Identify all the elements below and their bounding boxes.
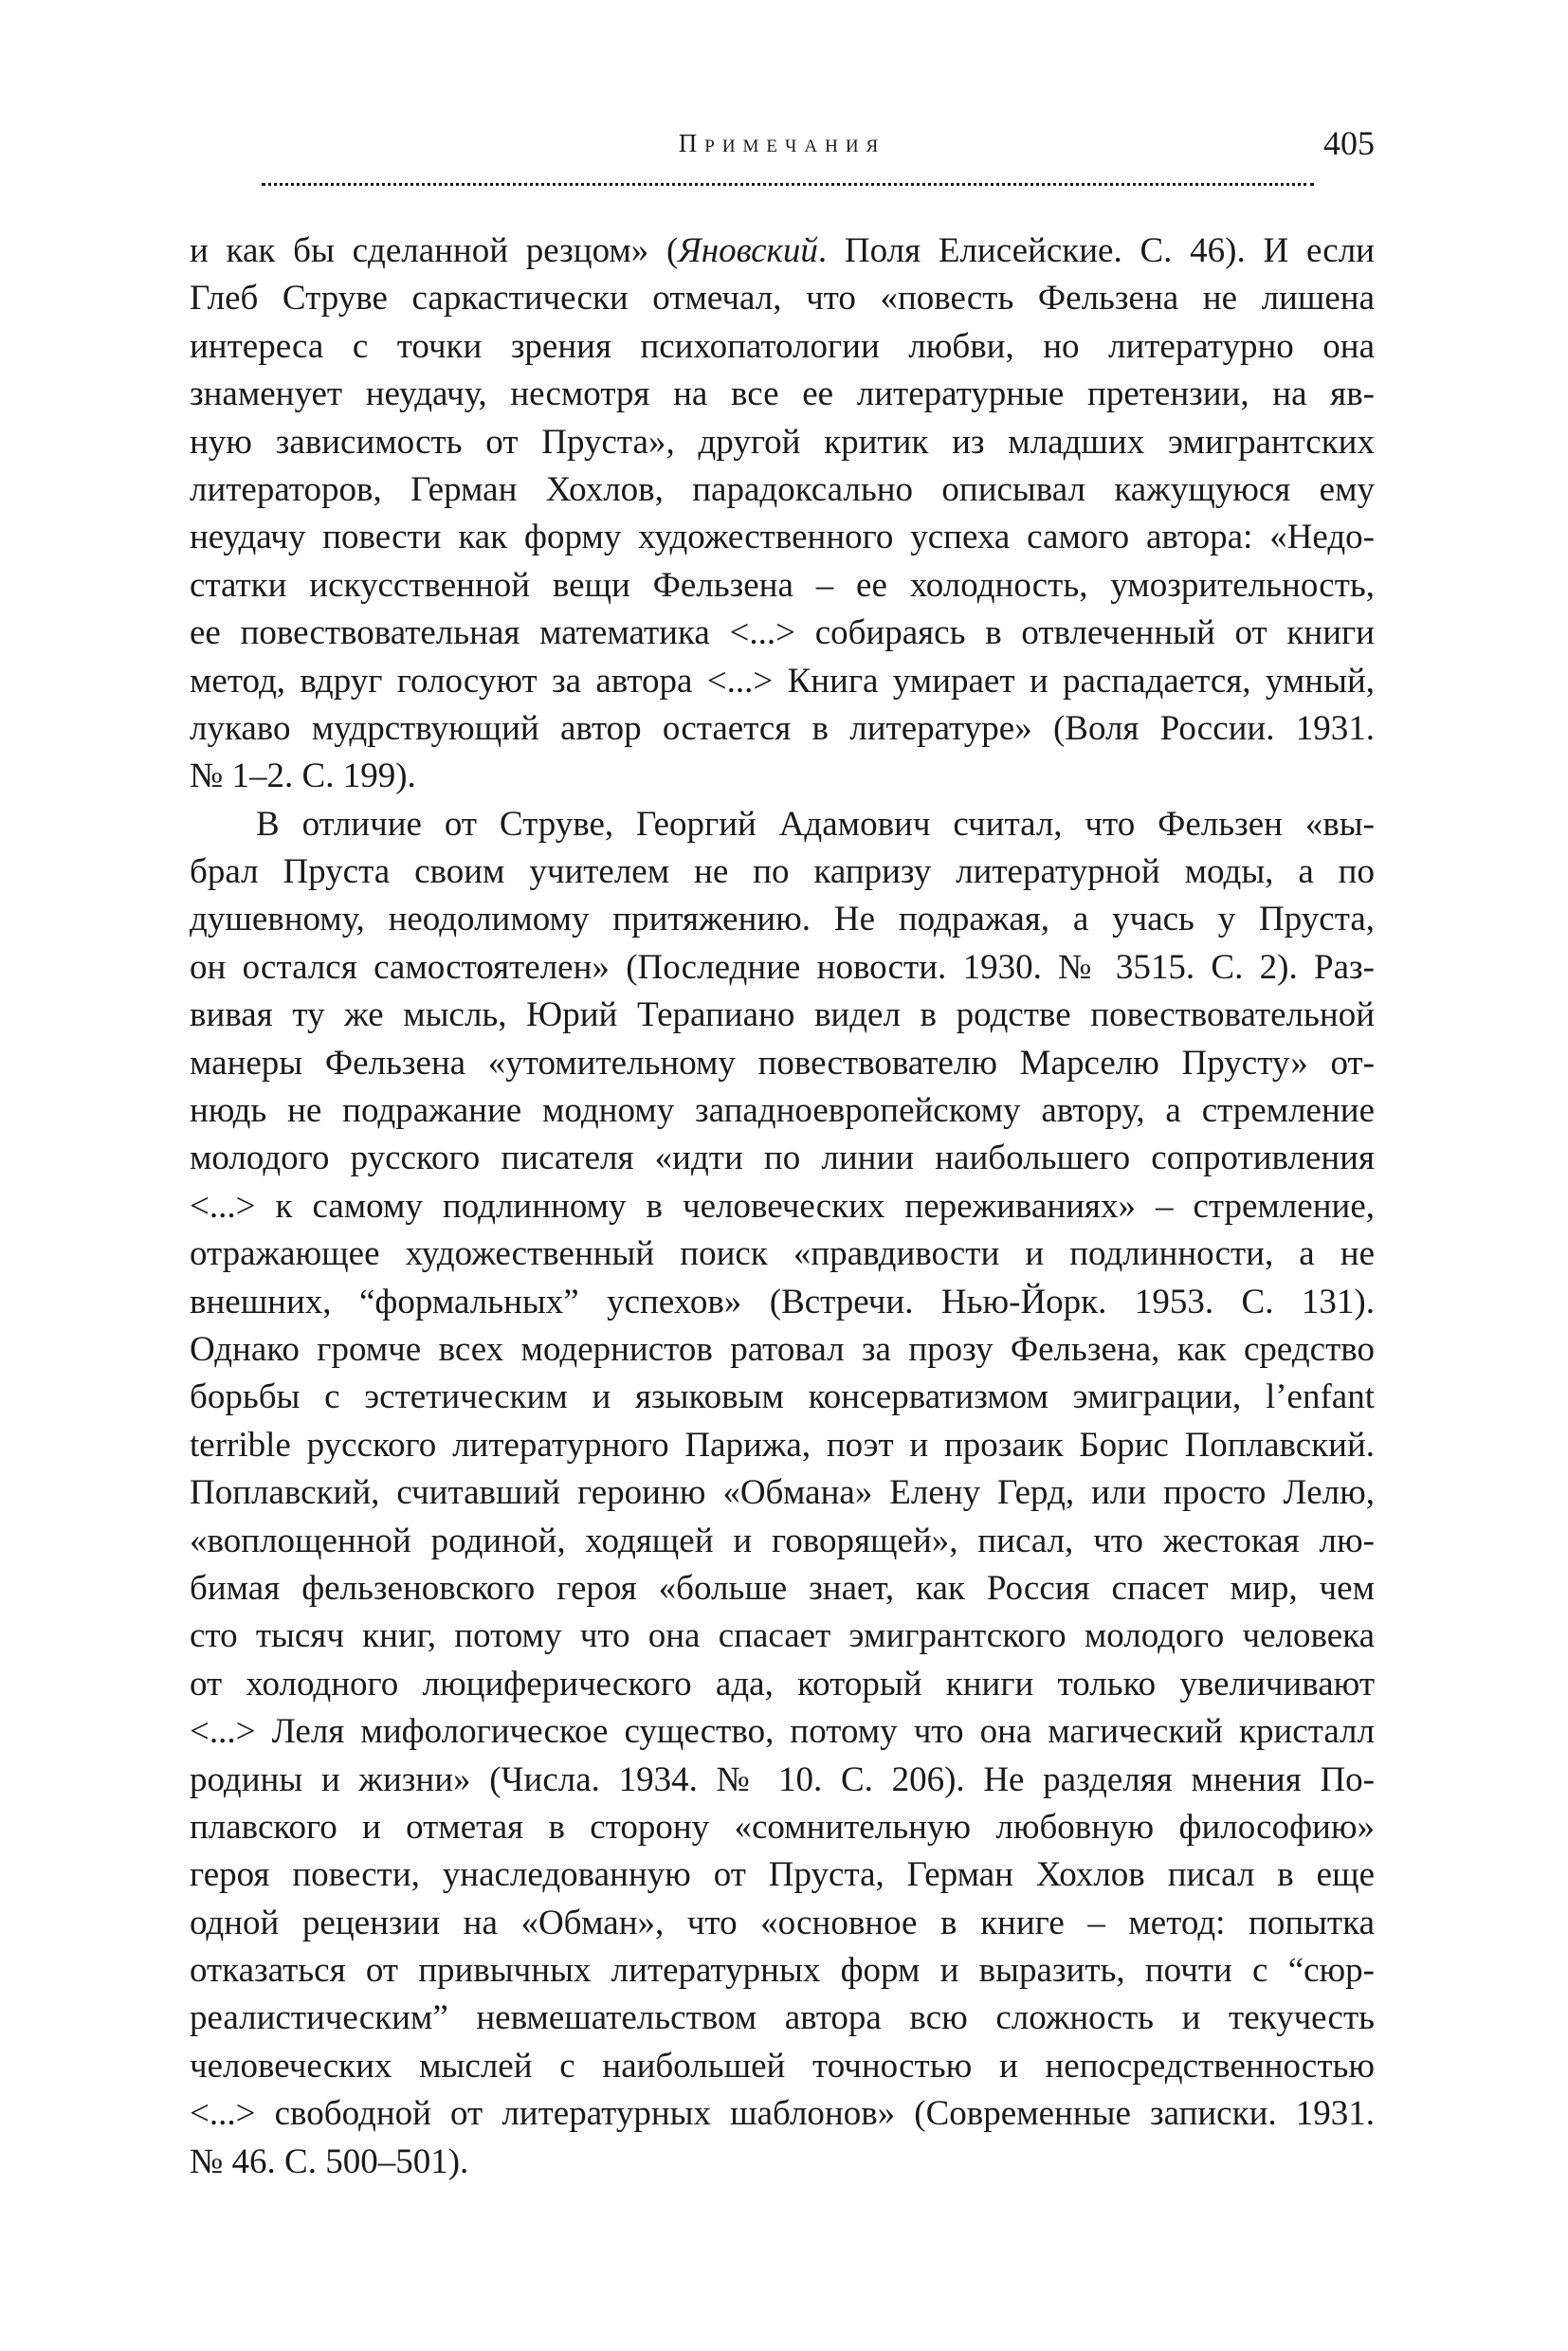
text-run: знаменует неудачу, несмотря на все ее литературные претензии, на яв- (190, 374, 1375, 414)
text-run: № 46. С. 500–501). (190, 2141, 469, 2181)
text-run: внешних, “формальных” успехов» (Встречи. Нью-Йорк. 1953. С. 131). (190, 1282, 1375, 1321)
text-line (190, 610, 1375, 657)
text-run: литераторов, Герман Хохлов, парадоксально описывал кажущуюся ему (190, 469, 1375, 509)
text-run: В отличие от Струве, Георгий Адамович считал, что Фельзен «вы- (256, 804, 1375, 844)
text-run: героя повести, унаследованную от Пруста, Герман Хохлов писал в еще (190, 1855, 1375, 1895)
text-run: <...> свободной от литературных шаблонов» (Современные записки. 1931. (190, 2094, 1375, 2134)
header-dotted-rule (262, 183, 1314, 186)
text-run: плавского и отметая в сторону «сомнительную любовную философию» (190, 1807, 1375, 1847)
italic-text: Яновский (678, 231, 818, 270)
text-line (190, 466, 1375, 514)
text-line (190, 514, 1375, 561)
text-line (190, 1661, 1375, 1708)
text-run: реалистическим” невмешательством автора всю сложность и текучесть (190, 1998, 1375, 2038)
text-run: ее повествовательная математика <...> собираясь в отвлеченный от книги (190, 613, 1375, 653)
text-line (190, 419, 1375, 466)
text-line (190, 2043, 1375, 2090)
text-line (190, 1326, 1375, 1374)
text-line (190, 1422, 1375, 1469)
text-line (190, 1708, 1375, 1756)
text-line (190, 896, 1375, 943)
text-run: душевному, неодолимому притяжению. Не подражая, а учась у Пруста, (190, 900, 1375, 939)
text-line (190, 1757, 1375, 1804)
text-run: брал Пруста своим учителем не по капризу литературной моды, а по (190, 852, 1375, 892)
text-line (190, 944, 1375, 992)
text-line (190, 1851, 1375, 1899)
text-run: Глеб Струве саркастически отмечал, что «повесть Фельзена не лишена (190, 279, 1375, 319)
text-run: одной рецензии на «Обман», что «основное в книге – метод: попытка (190, 1903, 1375, 1942)
text-run: молодого русского писателя «идти по линии наибольшего сопротивления (190, 1139, 1375, 1178)
text-run: <...> к самому подлинному в человеческих переживаниях» – стремление, (190, 1186, 1375, 1226)
text-run: от холодного люциферического ада, который книги только увеличивают (190, 1664, 1375, 1704)
text-run: он остался самостоятелен» (Последние новости. 1930. № 3515. С. 2). Раз- (190, 947, 1375, 987)
text-line (190, 275, 1375, 322)
paragraph (190, 801, 1375, 2186)
text-run: манеры Фельзена «утомительному повествователю Марселю Прусту» от- (190, 1043, 1375, 1083)
text-run: отражающее художественный поиск «правдивости и подлинности, а не (190, 1234, 1375, 1274)
paragraph (190, 228, 1375, 801)
text-line (190, 1565, 1375, 1613)
text-line (190, 753, 1375, 800)
text-line (190, 848, 1375, 896)
text-line (190, 371, 1375, 418)
text-run: Поплавский, считавший героиню «Обмана» Елену Герд, или просто Лелю, (190, 1473, 1375, 1513)
text-run: интереса с точки зрения психопатологии любви, но литературно она (190, 326, 1375, 366)
body-text (190, 228, 1375, 2186)
text-run: ную зависимость от Пруста», другой критик из младших эмигрантских (190, 422, 1375, 462)
text-line (190, 1040, 1375, 1087)
text-line (190, 1374, 1375, 1421)
text-line (190, 1900, 1375, 1947)
text-line (190, 1183, 1375, 1230)
text-line (190, 1087, 1375, 1135)
text-line (190, 1804, 1375, 1851)
text-run: борьбы с эстетическим и языковым консерватизмом эмиграции, l’enfant (190, 1377, 1375, 1417)
text-line (190, 1279, 1375, 1326)
text-line (190, 562, 1375, 610)
text-line (190, 1947, 1375, 1995)
text-run: бимая фельзеновского героя «больше знает, как Россия спасет мир, чем (190, 1568, 1375, 1608)
text-run: родины и жизни» (Числа. 1934. № 10. С. 206). Не разделяя мнения По- (190, 1759, 1375, 1799)
text-run: человеческих мыслей с наибольшей точностью и непосредственностью (190, 2046, 1375, 2086)
text-run: Однако громче всех модернистов ратовал за прозу Фельзена, как средство (190, 1329, 1375, 1369)
text-line (190, 323, 1375, 371)
text-run: № 1–2. С. 199). (190, 756, 416, 796)
text-line (190, 801, 1375, 848)
text-run: «воплощенной родиной, ходящей и говорящей», писал, что жестокая лю- (190, 1521, 1375, 1560)
text-run: статки искусственной вещи Фельзена – ее холодность, умозрительность, (190, 565, 1375, 605)
text-line (190, 1995, 1375, 2042)
text-run: <...> Леля мифологическое существо, потому что она магический кристалл (190, 1712, 1375, 1752)
text-run: terrible русского литературного Парижа, поэт и прозаик Борис Поплавский. (190, 1425, 1375, 1465)
text-line (190, 2139, 1375, 2186)
text-line (190, 2090, 1375, 2138)
text-line (190, 705, 1375, 753)
text-run: неудачу повести как форму художественного успеха самого автора: «Недо- (190, 518, 1375, 557)
page-number: 405 (1323, 124, 1375, 162)
text-run: вивая ту же мысль, Юрий Терапиано видел в родстве повествовательной (190, 995, 1375, 1035)
text-line (190, 992, 1375, 1039)
text-run: и как бы сделанной резцом» ( (190, 231, 679, 270)
text-line (190, 1518, 1375, 1565)
text-run: . Поля Елисейские. С. 46). И если (817, 231, 1375, 270)
text-line (190, 658, 1375, 705)
running-head (190, 124, 1375, 186)
running-title: Примечания (678, 129, 886, 157)
text-line (190, 1230, 1375, 1278)
text-run: отказаться от привычных литературных форм и выразить, почти с “сюр- (190, 1951, 1375, 1991)
text-run: сто тысяч книг, потому что она спасает эмигрантского молодого человека (190, 1616, 1375, 1656)
text-run: лукаво мудрствующий автор остается в литературе» (Воля России. 1931. (190, 708, 1375, 748)
text-run: нюдь не подражание модному западноевропейскому автору, а стремление (190, 1091, 1375, 1131)
text-line (190, 1613, 1375, 1660)
text-line (190, 228, 1375, 275)
text-line (190, 1135, 1375, 1182)
text-run: метод, вдруг голосуют за автора <...> Книга умирает и распадается, умный, (190, 661, 1375, 701)
text-line (190, 1469, 1375, 1517)
